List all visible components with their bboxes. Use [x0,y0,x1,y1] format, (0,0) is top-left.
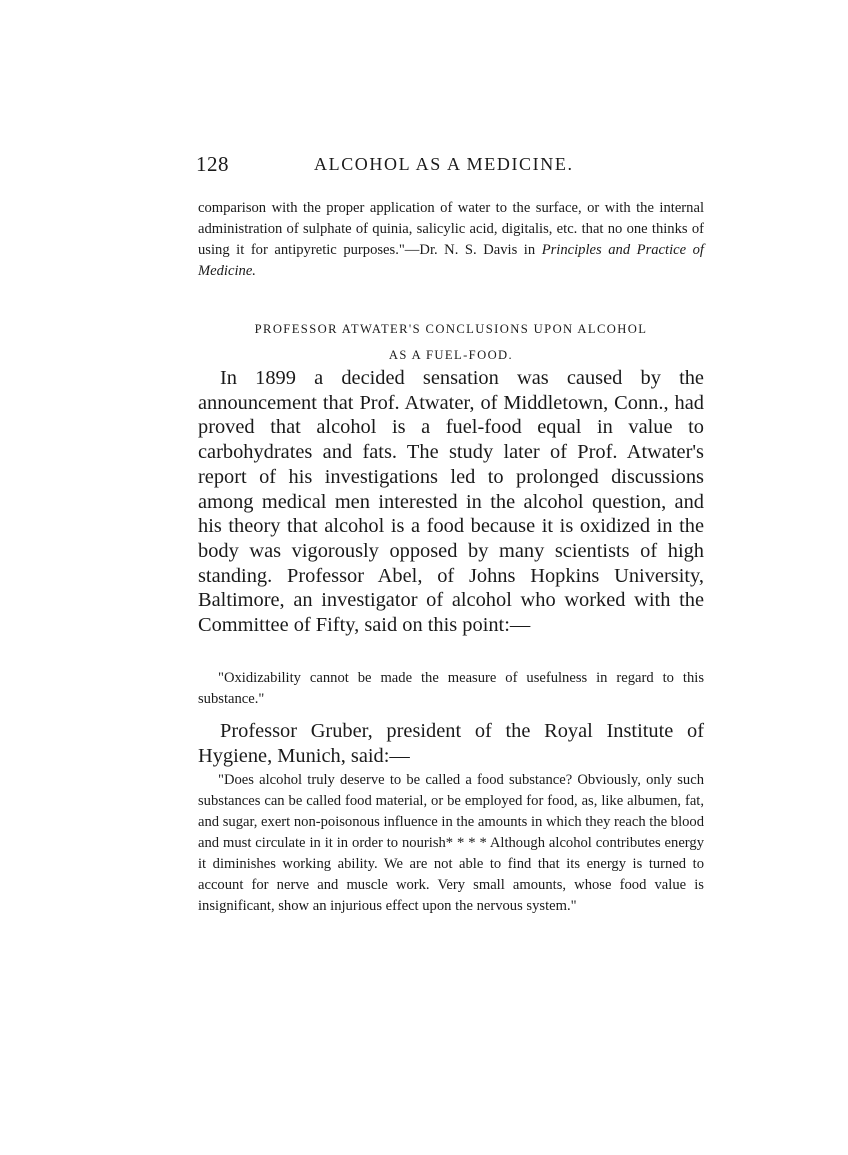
quote-abel-text: "Oxidizability cannot be made the measure of usefulness in regard to this substance." [198,670,704,707]
section-heading [200,316,702,368]
paragraph-atwater [198,366,704,638]
section-heading-line-1: PROFESSOR ATWATER'S CONCLUSIONS UPON ALCOHOL [254,322,648,336]
quote-gruber-text: "Does alcohol truly deserve to be called a food substance? Obviously, only such substances can be called food material, or be employed for food, as, like albumen, fat, and sugar, exert non-poisonous influence in the amounts in which they reach the blood and must circulate in it in order to nourish* * * * Although alcohol contributes energy it diminishes working ability. We are not able to find that its energy is turned to account for nerve and muscle work. Very small amounts, whose food value is insignificant, show an injurious effect upon the nervous system." [198,772,705,914]
page-number: 128 [196,152,229,176]
running-title: ALCOHOL AS A MEDICINE. [314,154,574,174]
quote-abel [198,668,704,710]
cited-book-title: Principles and Practice of Medicine. [198,242,704,279]
paragraph-gruber [198,719,704,768]
paragraph-gruber-text: Professor Gruber, president of the Royal Institute of Hygiene, Munich, said:— [198,720,704,767]
quote-gruber [198,770,704,917]
continued-quotation [198,198,704,282]
continued-quotation-text: comparison with the proper application of water to the surface, or with the internal administration of sulphate of quinia, salicylic acid, digitalis, etc. that no one thinks of using it for antipyretic purposes."—Dr. N. S. Davis in [198,200,704,258]
paragraph-atwater-text: In 1899 a decided sensation was caused by the announcement that Prof. Atwater, of Middletown, Conn., had proved that alcohol is a fuel-food equal in value to carbohydrates and fats. The study later of Prof. Atwater's report of his investigations led to prolonged discussions among medical men interested in the alcohol question, and his theory that alcohol is a food because it is oxidized in the body was vigorously opposed by many scientists of high standing. Professor Abel, of Johns Hopkins University, Baltimore, an investigator of alcohol who worked with the Committee of Fifty, said on this point:— [198,367,704,637]
section-heading-line-2: AS A FUEL-FOOD. [388,348,514,362]
page-header [196,152,702,182]
